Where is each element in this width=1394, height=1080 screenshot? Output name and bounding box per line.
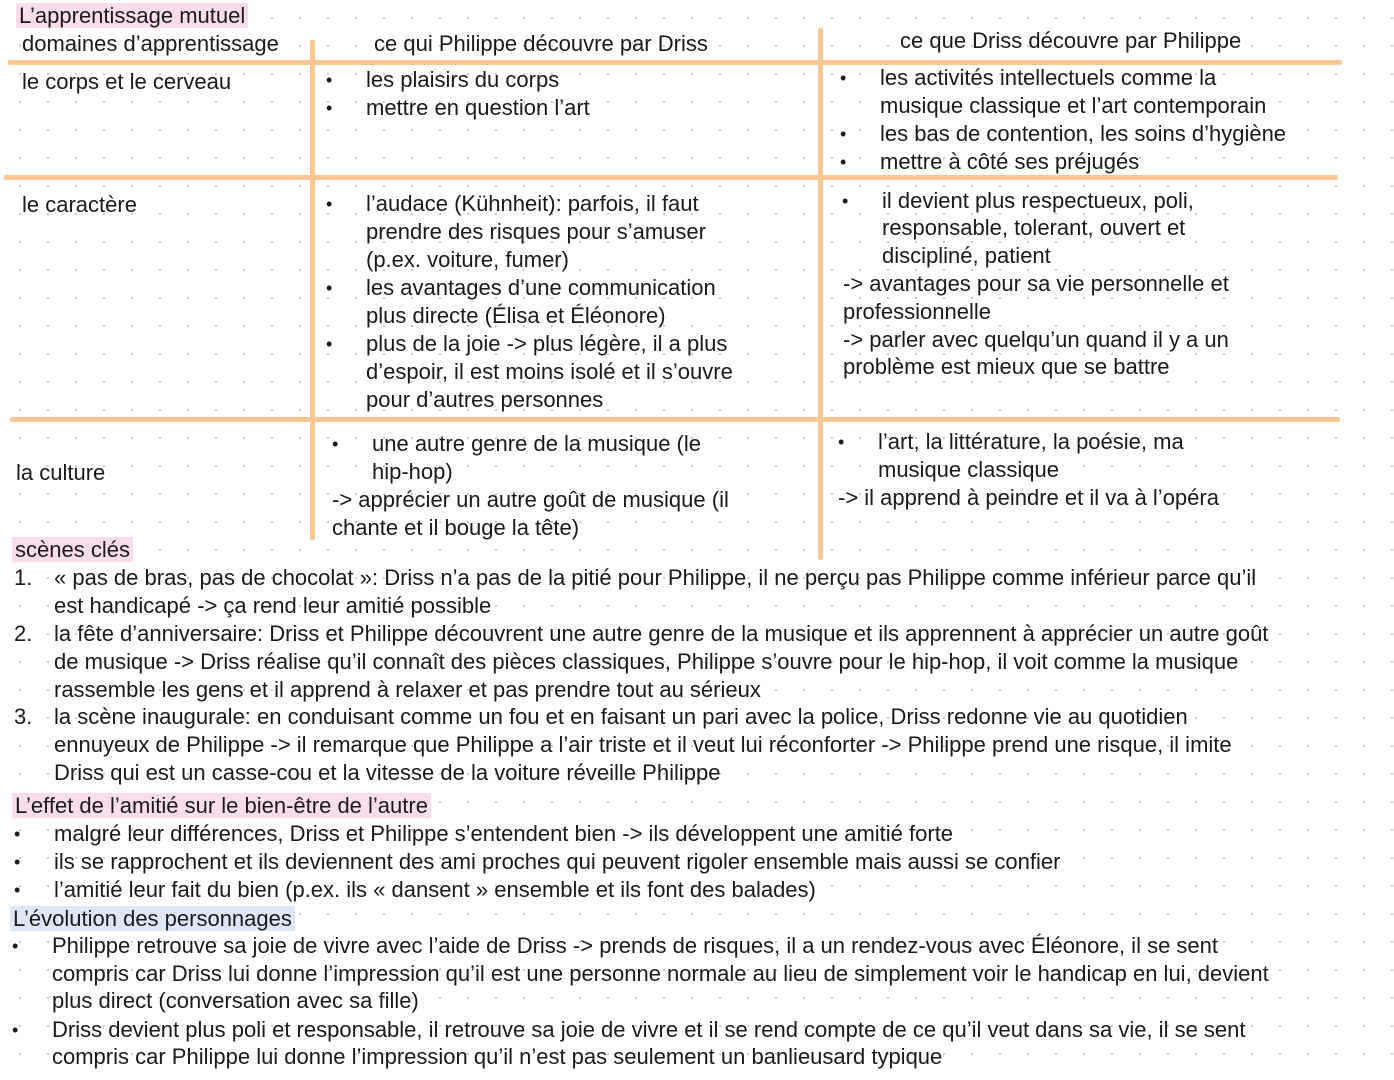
scene-line: rassemble les gens et il apprend à relaxer et pas prendre tout au sérieux — [54, 677, 761, 702]
bullet: • — [326, 194, 333, 214]
scene-line: la scène inaugurale: en conduisant comme un fou et en faisant un pari avec la police, Driss redonne vie au quotidien — [54, 704, 1188, 729]
table-divider-col2 — [818, 28, 823, 560]
list-item: -> apprécier un autre goût de musique (il — [332, 487, 729, 512]
list-item: compris car Driss lui donne l’impression qu’il est une personne normale au lieu de simplement voir le handicap en lui, devient — [52, 961, 1269, 986]
list-item: les plaisirs du corps — [366, 67, 560, 92]
table-header-philippe: ce qui Philippe découvre par Driss — [374, 31, 708, 56]
bullet: • — [840, 68, 847, 88]
bullet: • — [14, 824, 21, 844]
list-item: hip-hop) — [372, 459, 453, 484]
bullet: • — [12, 936, 19, 956]
table-header-driss: ce que Driss découvre par Philippe — [900, 28, 1242, 53]
scene-number: 3. — [14, 704, 33, 729]
list-item: d’espoir, il est moins isolé et il s’ouvre — [366, 359, 733, 384]
table-header-domaines: domaines d’apprentissage — [22, 31, 279, 56]
bullet: • — [14, 880, 21, 900]
list-item: l’amitié leur fait du bien (p.ex. ils « dansent » ensemble et ils font des balades) — [54, 877, 816, 902]
table-divider-col1 — [310, 40, 315, 540]
scene-line: Driss qui est un casse-cou et la vitesse de la voiture réveille Philippe — [54, 760, 721, 785]
list-item: discipliné, patient — [882, 243, 1051, 268]
list-item: les avantages d’une communication — [366, 275, 716, 300]
heading-evolution: L’évolution des personnages — [10, 906, 295, 931]
list-item: responsable, tolerant, ouvert et — [882, 215, 1186, 240]
list-item: musique classique — [878, 457, 1059, 482]
list-item: Philippe retrouve sa joie de vivre avec l’aide de Driss -> prends de risques, il a un rendez-vous avec Éléonore, il se sent — [52, 933, 1218, 958]
scene-number: 1. — [14, 565, 33, 590]
scene-line: est handicapé -> ça rend leur amitié possible — [54, 593, 492, 618]
list-item: plus de la joie -> plus légère, il a plus — [366, 331, 728, 356]
list-item: -> parler avec quelqu’un quand il y a un — [843, 327, 1229, 352]
list-item: compris car Philippe lui donne l’impression qu’il n’est pas seulement un banlieusard typique — [52, 1044, 943, 1069]
heading-apprentissage-mutuel: L’apprentissage mutuel — [16, 3, 248, 28]
bullet: • — [326, 278, 333, 298]
list-item: prendre des risques pour s’amuser — [366, 219, 706, 244]
scene-line: ennuyeux de Philippe -> il remarque que Philippe a l’air triste et il veut lui réconforter -> Philippe prend une risque, il imite — [54, 732, 1232, 757]
list-item: malgré leur différences, Driss et Philippe s’entendent bien -> ils développent une amitié forte — [54, 821, 954, 846]
list-item: mettre en question l’art — [366, 95, 590, 120]
list-item: l’audace (Kühnheit): parfois, il faut — [366, 191, 699, 216]
list-item: musique classique et l’art contemporain — [880, 93, 1267, 118]
scene-line: « pas de bras, pas de chocolat »: Driss n’a pas de la pitié pour Philippe, il ne perçu pas Philippe comme inférieur parce qu’il — [54, 565, 1257, 590]
bullet: • — [838, 432, 845, 452]
bullet: • — [12, 1020, 19, 1040]
list-item: plus direct (conversation avec sa fille) — [52, 988, 419, 1013]
list-item: une autre genre de la musique (le — [372, 431, 701, 456]
bullet: • — [842, 191, 849, 211]
domain-culture: la culture — [16, 460, 106, 485]
list-item: pour d’autres personnes — [366, 387, 604, 412]
list-item: les activités intellectuels comme la — [880, 65, 1217, 90]
list-item: Driss devient plus poli et responsable, il retrouve sa joie de vivre et il se rend compte de ce qu’il veut dans sa vie, il se sent — [52, 1017, 1246, 1042]
bullet: • — [14, 852, 21, 872]
list-item: plus directe (Élisa et Éléonore) — [366, 303, 666, 328]
bullet: • — [840, 124, 847, 144]
list-item: problème est mieux que se battre — [843, 354, 1170, 379]
bullet: • — [332, 434, 339, 454]
list-item: professionnelle — [843, 299, 991, 324]
bullet: • — [326, 334, 333, 354]
list-item: les bas de contention, les soins d’hygiène — [880, 121, 1287, 146]
list-item: il devient plus respectueux, poli, — [882, 188, 1194, 213]
bullet: • — [326, 70, 333, 90]
list-item: l’art, la littérature, la poésie, ma — [878, 429, 1184, 454]
list-item: mettre à côté ses préjugés — [880, 149, 1140, 174]
list-item: (p.ex. voiture, fumer) — [366, 247, 569, 272]
list-item: chante et il bouge la tête) — [332, 515, 580, 540]
table-row2-line — [10, 417, 1340, 422]
scene-line: de musique -> Driss réalise qu’il connaît des pièces classiques, Philippe s’ouvre pour le hip-hop, il voit comme la musique — [54, 649, 1239, 674]
list-item: -> avantages pour sa vie personnelle et — [843, 271, 1229, 296]
heading-effet-amitie: L’effet de l’amitié sur le bien-être de l’autre — [12, 793, 431, 818]
scene-number: 2. — [14, 621, 33, 646]
domain-caractere: le caractère — [22, 192, 137, 217]
bullet: • — [326, 98, 333, 118]
list-item: -> il apprend à peindre et il va à l’opéra — [838, 485, 1219, 510]
bullet: • — [840, 152, 847, 172]
heading-scenes-cles: scènes clés — [12, 537, 133, 562]
list-item: ils se rapprochent et ils deviennent des ami proches qui peuvent rigoler ensemble mais aussi se confier — [54, 849, 1061, 874]
domain-corps-cerveau: le corps et le cerveau — [22, 69, 232, 94]
scene-line: la fête d’anniversaire: Driss et Philippe découvrent une autre genre de la musique et ils apprennent à apprécier un autre goût — [54, 621, 1269, 646]
